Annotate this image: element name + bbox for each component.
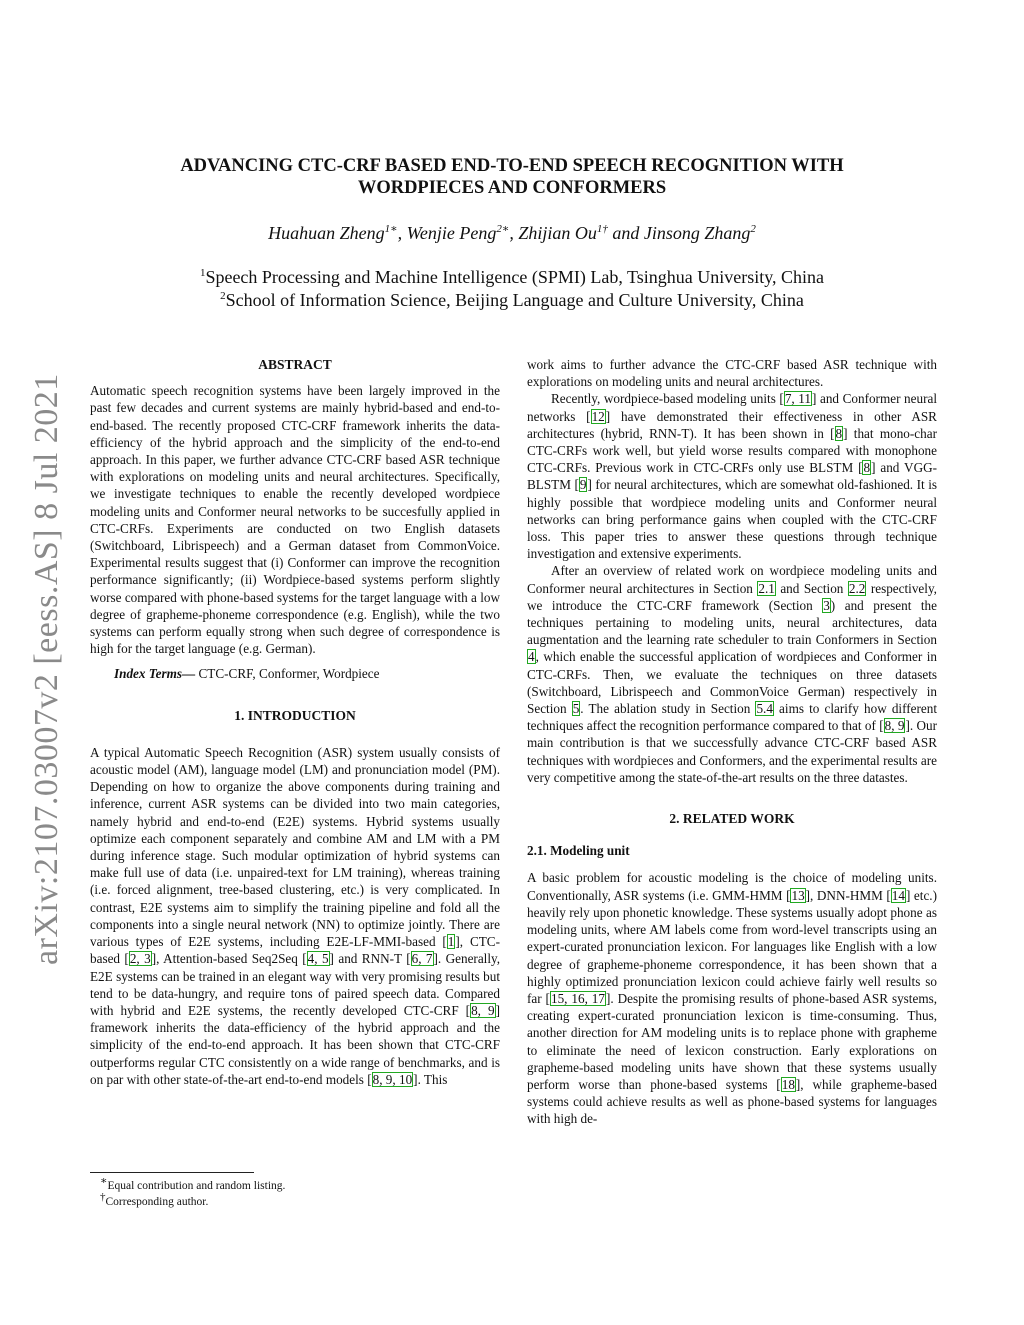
citation-link[interactable]: 13 — [791, 887, 805, 903]
intro-paragraph-1 — [90, 744, 500, 1088]
citation-link[interactable]: 8, 9 — [884, 718, 905, 734]
intro-paragraph-2 — [527, 390, 937, 562]
author-name: Jinsong Zhang — [643, 223, 751, 243]
text-run: ], DNN-HMM [ — [805, 887, 891, 903]
text-run: Recently, wordpiece-based modeling units [ — [551, 391, 784, 407]
author-sup: 1† — [596, 223, 608, 235]
modeling-unit-heading: 2.1. Modeling unit — [527, 843, 630, 859]
arxiv-stamp: arXiv:2107.03007v2 [eess.AS] 8 Jul 2021 — [28, 373, 65, 965]
intro-paragraph-1-continued: work aims to further advance the CTC-CRF based ASR technique with explorations on modeling units and neural architectures. — [527, 357, 937, 390]
affiliation-line — [110, 266, 914, 289]
text-run: ] for neural architectures, which are somewhat old-fashioned. It is highly possible that wordpiece modeling units and Conformer neural networks can bring performance gains when coupled with the CTC-CRF loss. This paper tries to answer these questions through technique investigation and extensive experiments. — [527, 477, 938, 562]
index-terms-text: CTC-CRF, Conformer, Wordpiece — [195, 666, 380, 682]
author-name: Wenjie Peng — [406, 223, 497, 243]
related-work-heading: 2. RELATED WORK — [669, 811, 795, 827]
intro-heading: 1. INTRODUCTION — [234, 707, 356, 723]
citation-link[interactable]: 14 — [891, 887, 905, 903]
affiliation-sup: 2 — [220, 290, 226, 302]
affiliations — [110, 266, 914, 312]
citation-link[interactable]: 4, 5 — [307, 951, 329, 967]
right-column — [527, 356, 937, 1128]
author-list: Huahuan Zheng$^{1∗}$, Wenjie Peng$^{2∗}$, Zhijian $Ou^{1\dagger}$ and Jinsong Zhang$^2$ — [268, 223, 756, 243]
footnote-mark: ∗ — [100, 1175, 108, 1188]
intro-paragraph-3 — [527, 562, 937, 786]
text-run: A basic problem for acoustic modeling is the choice of modeling units. Conventionally, ASR systems (i.e. GMM-HMM [ — [527, 870, 937, 903]
title-line-1: ADVANCING CTC-CRF BASED END-TO-END SPEECH RECOGNITION WITH — [180, 156, 844, 176]
citation-link[interactable]: 12 — [591, 408, 605, 424]
paper-title — [110, 155, 914, 199]
section-link[interactable]: 5 — [572, 701, 580, 717]
text-run: ] have demonstrated their effectiveness in other ASR architectures (hybrid, RNN-T). It has been shown in [ — [527, 408, 937, 441]
text-run: ] etc.) heavily rely upon phonetic knowledge. These systems usually adopt phone as modeling units, where AM labels come from word-level transcripts using an expert-curated pronunciation lexicon. For languages like English with a low degree of grapheme-phoneme correspondence, it has been shown that a highly optimized pronunciation lexicon could achieve fairly well results so far [ — [527, 887, 937, 1006]
section-link[interactable]: 3 — [823, 597, 830, 613]
section-link[interactable]: 2.2 — [848, 580, 866, 596]
title-line-2: WORDPIECES AND CONFORMERS — [357, 178, 667, 198]
text-run: ], CTC-based [ — [90, 934, 500, 967]
related-paragraph-1 — [527, 869, 937, 1127]
abstract-body: Automatic speech recognition systems have been largely improved in the past few decades and current systems are mainly hybrid-based and end-to-end-based. The recently proposed CTC-CRF framework inherits the data-efficiency of the hybrid approach and the simplicity of the end-to-end approach. In this paper, we further advance CTC-CRF based ASR technique with explorations on modeling units and neural architectures. Specifically, we investigate techniques to enable the recently developed wordpiece modeling units and Conformer neural networks to be succesfully applied in CTC-CRFs. Experiments are conducted on two English datasets (Switchboard, Librispeech) and a German dataset from CommonVoice. Experimental results suggest that (i) Conformer can improve the recognition performance significantly; (ii) Wordpiece-based systems perform slightly worse compared with phone-based systems for the target language with a low degree of grapheme-phoneme correspondence (e.g. English), while the two systems can perform equally strong when such degree of correspondence is high for the target language (e.g. German). — [90, 383, 500, 657]
affiliation-text: School of Information Science, Beijing Language and Culture University, China — [225, 290, 804, 310]
text-run: ], while grapheme-based systems could achieve results as well as phone-based systems for languages with high de- — [527, 1076, 937, 1127]
text-run: A typical Automatic Speech Recognition (ASR) system usually consists of acoustic model (AM), language model (LM) and pronunciation model (PM). Depending on how to organize the above components during training and inference, current ASR systems can be divided into two main categories, namely hybrid and end-to-end (E2E) systems. Hybrid systems usually optimize each component separately and combine AM and LM with a PM during inference stage. Such modular optimization of hybrid systems can make full use of data (i.e. unpaired-text for LM training), whereas training (i.e. forced alignment, tree-based clustering, etc.) is very complicated. In contrast, E2E systems aim to simplify the training pipeline and fold all the components into a single neural network (NN) to optimize jointly. There are various types of E2E systems, including E2E-LF-MMI-based [ — [90, 744, 500, 950]
footnote-text: Equal contribution and random listing. — [107, 1180, 286, 1192]
citation-link[interactable]: 15, 16, 17 — [550, 990, 605, 1006]
citation-link[interactable]: 8, 9, 10 — [372, 1071, 413, 1087]
text-run: ] and VGG-BLSTM [ — [527, 460, 938, 493]
section-link[interactable]: 4 — [528, 649, 535, 665]
citation-link[interactable]: 8 — [835, 425, 843, 441]
text-run: ]. Generally, E2E systems can be trained in an elegant way with very promising results but tend to be data-hungry, and require tons of paired speech data. Compared with hybrid and E2E systems, the recently developed CTC-CRF [ — [90, 951, 501, 1018]
author-name: Huahuan Zheng — [268, 223, 385, 243]
citation-link[interactable]: 9 — [579, 477, 587, 493]
citation-link[interactable]: 18 — [781, 1076, 795, 1092]
index-terms — [90, 665, 500, 682]
author-sup: 2 — [750, 223, 756, 235]
author-sup: 1∗ — [384, 223, 398, 235]
section-link[interactable]: 2.1 — [758, 580, 775, 596]
section-link[interactable]: 5.4 — [756, 701, 773, 717]
affiliation-sup: 1 — [199, 267, 206, 279]
index-terms-label: Index Terms— — [114, 666, 196, 682]
text-run: respectively, we introduce the CTC-CRF framework (Section — [527, 580, 937, 613]
affiliation-text: Speech Processing and Machine Intelligence (SPMI) Lab, Tsinghua University, China — [205, 267, 825, 287]
text-run: ] framework inherits the data-efficiency of the hybrid approach and the simplicity of the end-to-end approach. It has been shown that CTC-CRF outperforms regular CTC consistently on a wide range of benchmarks, and is on par with other state-of-the-art end-to-end models [ — [90, 1002, 500, 1087]
citation-link[interactable]: 1 — [447, 934, 455, 950]
citation-link[interactable]: 6, 7 — [411, 951, 433, 967]
text-run: ]. Our main contribution is that we successfully advance CTC-CRF based ASR techniques with wordpieces and Conformers, and the experimental results are very competitive among the state-of-the-art results on the three datastes. — [527, 718, 937, 785]
text-run: , which enable the successful application of wordpieces and Conformer in CTC-CRFs. Then, we evaluate the techniques on three datasets (Switchboard, Librispeech and CommonVoice German) respectively in Section — [527, 649, 937, 717]
author-conjunction: and — [612, 223, 640, 243]
citation-link[interactable]: 8, 9 — [471, 1002, 495, 1018]
abstract-heading: ABSTRACT — [258, 357, 332, 372]
footnote-mark: † — [100, 1191, 106, 1204]
text-run: ) and present the techniques pertaining to modeling units, neural architectures, data augmentation and the learning rate scheduler to train Conformers in Section — [527, 597, 937, 648]
text-run: aims to clarify how different techniques affect the recognition performance compared to that of [ — [527, 701, 937, 734]
text-run: After an overview of related work on wordpiece modeling units and Conformer neural architectures in Section — [527, 563, 937, 596]
author-name: Zhijian Ou — [518, 223, 597, 243]
text-run: ], Attention-based Seq2Seq [ — [151, 951, 307, 967]
text-run: . The ablation study in Section — [580, 701, 756, 717]
footnotes — [100, 1175, 286, 1210]
text-run: and Section — [775, 580, 848, 596]
citation-link[interactable]: 7, 11 — [784, 391, 811, 407]
footnote-text: Corresponding author. — [105, 1196, 209, 1208]
footnote — [100, 1175, 286, 1194]
text-run: ]. Despite the promising results of phone-based ASR systems, creating expert-curated pronunciation lexicon is time-consuming. Thus, another direction for AM modeling units is to replace phone with grapheme to eliminate the need of lexicon construction. Early explorations on grapheme-based modeling units have shown that these systems usually perform worse than phone-based systems [ — [527, 990, 938, 1092]
citation-link[interactable]: 2, 3 — [129, 951, 151, 967]
citation-link[interactable]: 8 — [863, 460, 871, 476]
text-run: ] and RNN-T [ — [329, 951, 411, 967]
author-sup: 2∗ — [496, 223, 510, 235]
footnote-rule — [90, 1172, 254, 1173]
text-run: ] that mono-char CTC-CRFs work well, but yield worse results compared with monophone CTC-CRFs. Previous work in CTC-CRFs only use BLSTM [ — [527, 425, 937, 476]
footnote — [100, 1191, 285, 1210]
left-column — [90, 356, 500, 1088]
text-run: ] and Conformer neural networks [ — [527, 391, 937, 424]
text-run: ]. This — [413, 1071, 448, 1087]
affiliation-line — [110, 289, 914, 312]
